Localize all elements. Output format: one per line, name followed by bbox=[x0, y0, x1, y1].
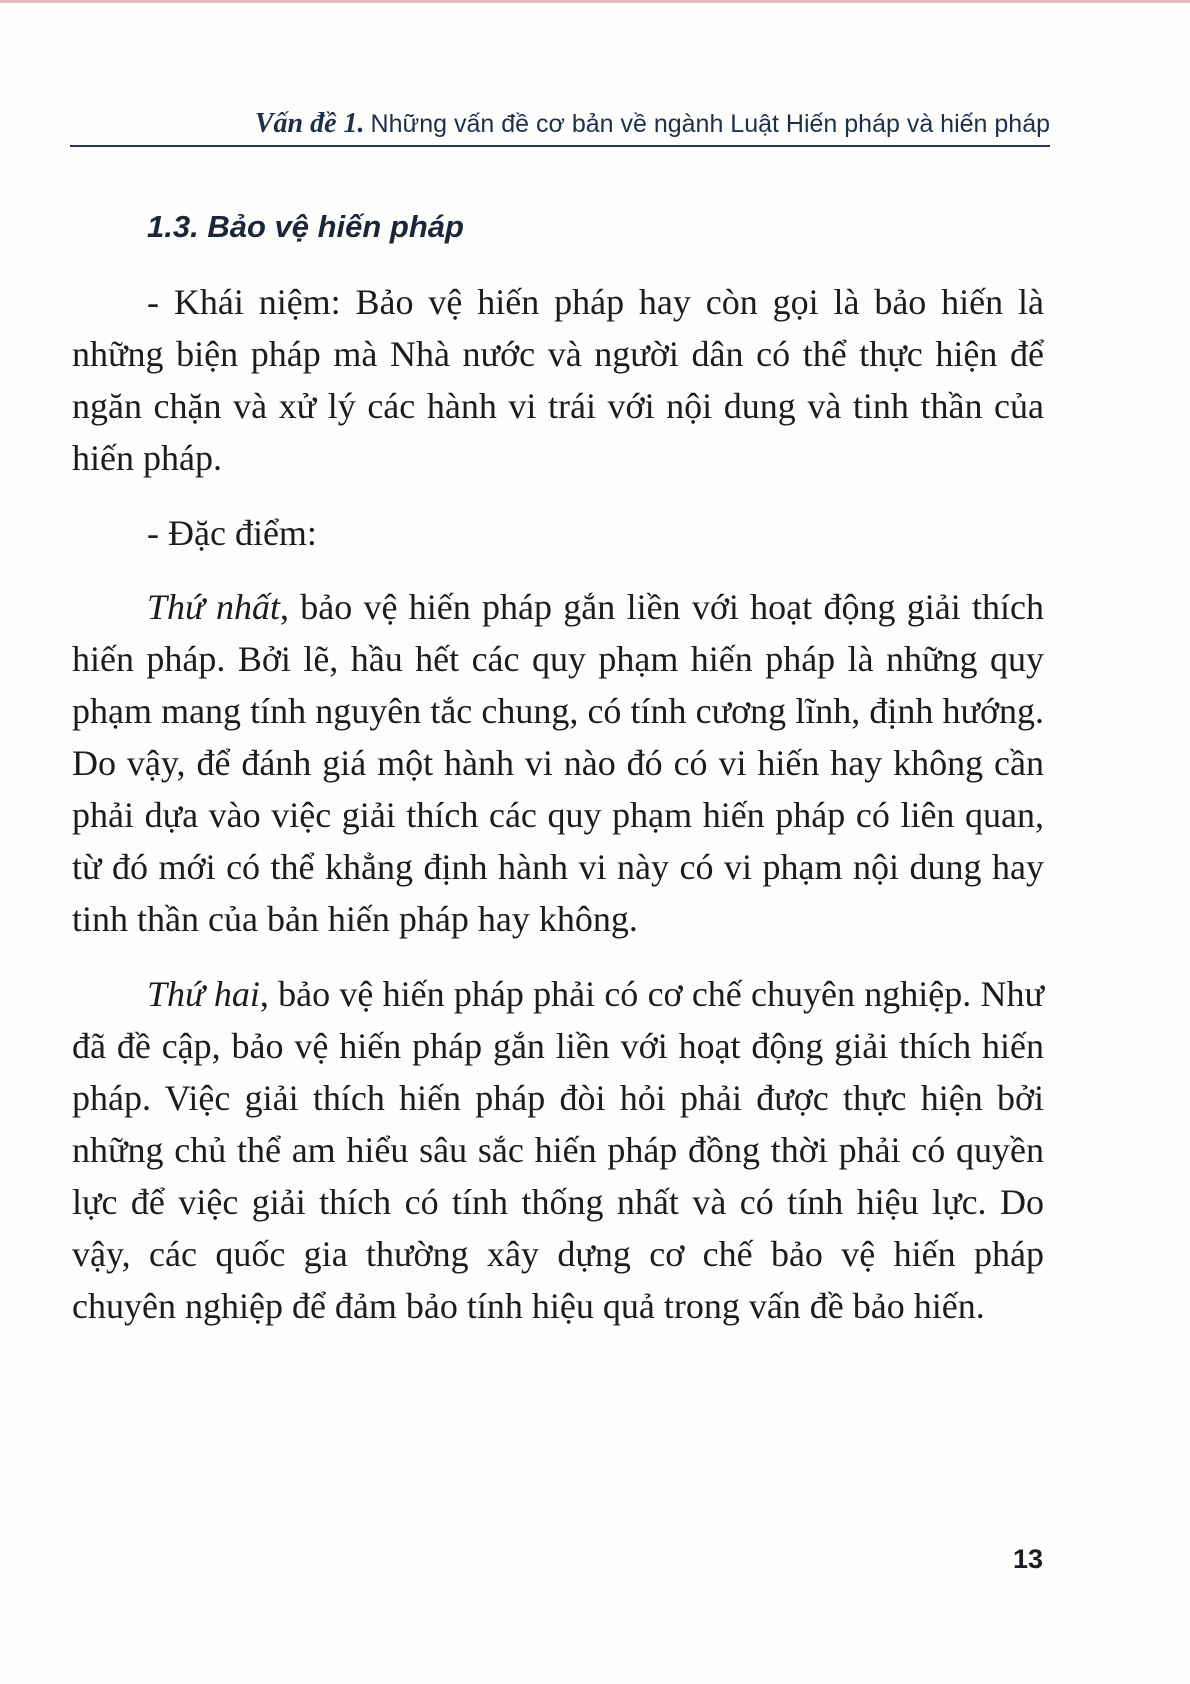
second-feature-paragraph bbox=[72, 968, 1044, 1332]
features-label: - Đặc điểm: bbox=[147, 513, 317, 553]
page-top-edge bbox=[0, 0, 1190, 3]
page-number: 13 bbox=[1012, 1544, 1043, 1574]
concept-paragraph: - Khái niệm: Bảo vệ hiến pháp hay còn gọi là bảo hiến là những biện pháp mà Nhà nước và người dân có thể thực hiện để ngăn chặn và xử lý các hành vi trái với nội dung và tinh thần của hiến pháp. bbox=[72, 282, 1044, 478]
second-feature-text: , bảo vệ hiến pháp phải có cơ chế chuyên nghiệp. Như đã đề cập, bảo vệ hiến pháp gắn liền với hoạt động giải thích hiến pháp. Việc giải thích hiến pháp đòi hỏi phải được thực hiện bởi những chủ thể am hiểu sâu sắc hiến pháp đồng thời phải có quyền lực để việc giải thích có tính thống nhất và có tính hiệu lực. Do vậy, các quốc gia thường xây dựng cơ chế bảo vệ hiến pháp chuyên nghiệp để đảm bảo tính hiệu quả trong vấn đề bảo hiến. bbox=[72, 974, 1044, 1326]
body-text bbox=[72, 203, 1044, 1355]
chapter-title: Những vấn đề cơ bản về ngành Luật Hiến pháp và hiến pháp bbox=[370, 110, 1050, 138]
section-heading: 1.3. Bảo vệ hiến pháp bbox=[147, 209, 464, 244]
chapter-label: Vấn đề 1. bbox=[254, 108, 365, 139]
first-feature-text: , bảo vệ hiến pháp gắn liền với hoạt động giải thích hiến pháp. Bởi lẽ, hầu hết các quy phạm hiến pháp là những quy phạm mang tính nguyên tắc chung, có tính cương lĩnh, định hướng. Do vậy, để đánh giá một hành vi nào đó có vi hiến hay không cần phải dựa vào việc giải thích các quy phạm hiến pháp có liên quan, từ đó mới có thể khẳng định hành vi này có vi phạm nội dung hay tinh thần của bản hiến pháp hay không. bbox=[72, 587, 1044, 939]
header-rule bbox=[70, 145, 1050, 147]
running-header bbox=[70, 108, 1050, 140]
second-feature-lead: Thứ hai bbox=[147, 974, 260, 1014]
first-feature-paragraph bbox=[72, 581, 1044, 945]
first-feature-lead: Thứ nhất bbox=[147, 587, 280, 627]
